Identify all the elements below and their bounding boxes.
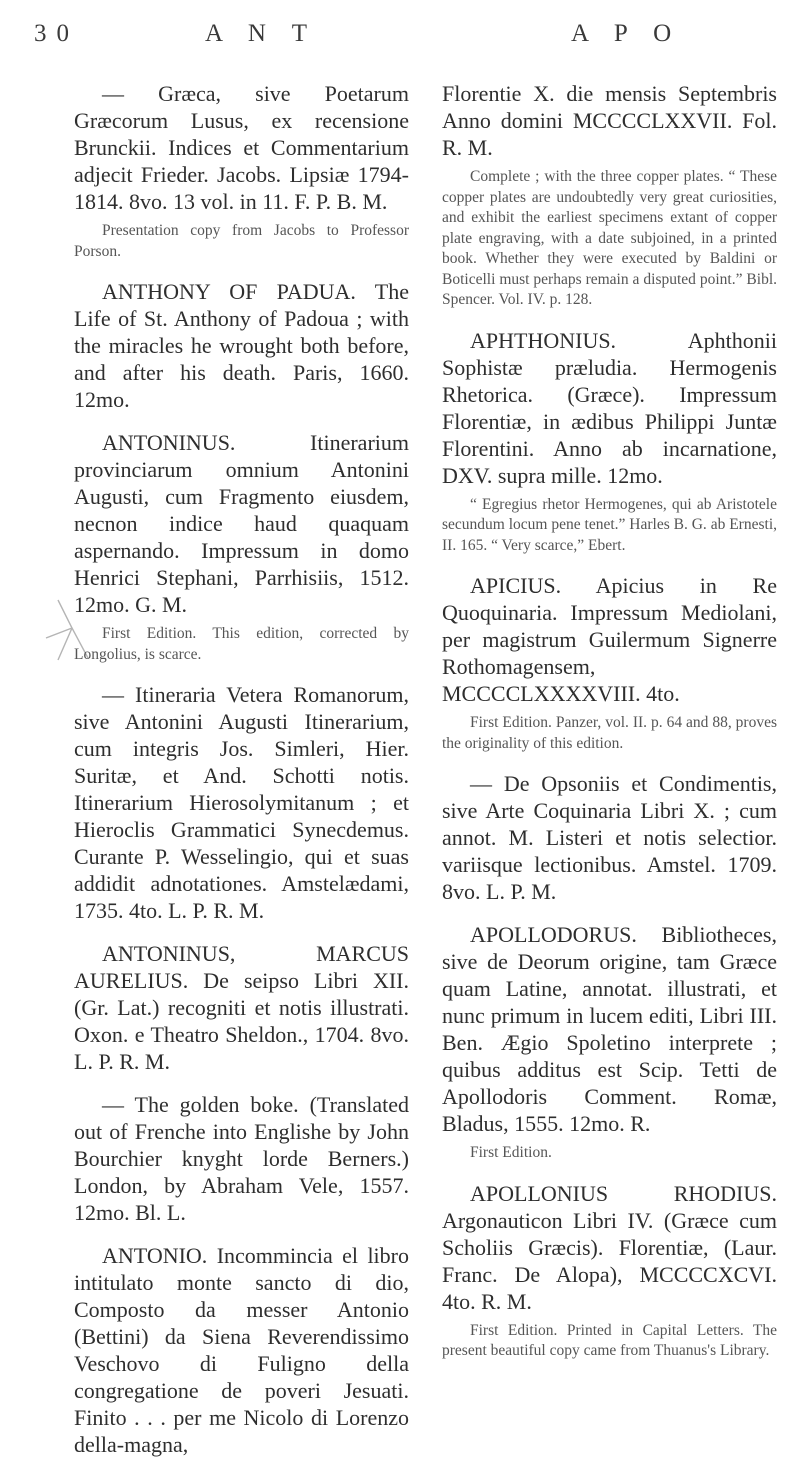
catalogue-entry: — Itineraria Vetera Romanorum, sive Antonini Augusti Itinerarium, cum integris Jos. Simleri, Hier. Suritæ, et And. Schotti notis. Itinerarium Hierosolymitanum ; et Hieroclis Grammatici Synecdemus. Curante P. Wesselingio, qui et suas addidit adnotationes. Amstelædami, 1735. 4to. L. P. R. M. bbox=[74, 682, 409, 923]
catalogue-entry: APOLLODORUS. Bibliotheces, sive de Deorum origine, tam Græce quam Latine, annotat. illustrati, et nunc primum in lucem editi, Libri III. Ben. Ægio Spoletino interprete ; quibus additus est Scip. Tetti de Apollodoris Comment. Romæ, Bladus, 1555. 12mo. R. bbox=[442, 922, 777, 1136]
entry-note: First Edition. bbox=[470, 1144, 552, 1161]
catalogue-entry: ANTONIO. Incommincia el libro intitulato monte sancto di dio, Composto da messer Antonio (Bettini) da Siena Reverendissimo Veschovo di Fuligno della congregatione de poveri Jesuati. Finito . . . per me Nicolo di Lorenzo della-magna, bbox=[74, 1243, 409, 1457]
entry-note: “ Egregius rhetor Hermogenes, qui ab Aristotele secundum locum pene tenet.” Harles B. G. ab Ernesti, II. 165. “ Very scarce,” Ebert. bbox=[442, 495, 777, 554]
header-right-catchword: A P O bbox=[571, 20, 682, 47]
entry-note: Complete ; with the three copper plates. “ These copper plates are undoubtedly very great curiosities, and exhibit the earliest specimens extant of copper plate engraving, with a date subjoined, in a printed book. Whether they were executed by Baldini or Boticelli must perhaps remain a disputed point.” Bibl. Spencer. Vol. IV. p. 128. bbox=[442, 168, 777, 308]
catalogue-entry: — The golden boke. (Translated out of Frenche into Englishe by John Bourchier knyght lorde Berners.) London, by Abraham Vele, 1557. 12mo. Bl. L. bbox=[74, 1092, 409, 1225]
catalogue-entry: APOLLONIUS RHODIUS. Argonauticon Libri IV. (Græce cum Scholiis Græcis). Florentiæ, (Laur. Franc. De Alopa), MCCCCXCVI. 4to. R. M. bbox=[442, 1180, 777, 1314]
page-number: 30 bbox=[34, 20, 79, 47]
catalogue-entry: — Græca, sive Poetarum Græcorum Lusus, ex recensione Brunckii. Indices et Commentarium adjecit Frieder. Jacobs. Lipsiæ 1794-1814. 8vo. 13 vol. in 11. F. P. B. M. bbox=[74, 81, 409, 214]
left-column bbox=[74, 80, 409, 1458]
entry-note: Presentation copy from Jacobs to Professor Porson. bbox=[74, 222, 409, 260]
catalogue-entry: APHTHONIUS. Aphthonii Sophistæ præludia. Hermogenis Rhetorica. (Græce). Impressum Florentiæ, in ædibus Philippi Juntæ Florentini. Anno ab incarnatione, DXV. supra mille. 12mo. bbox=[442, 327, 777, 488]
catalogue-entry: ANTONINUS. Itinerarium provinciarum omnium Antonini Augusti, cum Fragmento eiusdem, necnon indice haud quaquam aspernando. Impressum in domo Henrici Stephani, Parrhisiis, 1512. 12mo. G. M. bbox=[74, 430, 409, 617]
catalogue-entry: ANTHONY OF PADUA. The Life of St. Anthony of Padoua ; with the miracles he wrought both before, and after his death. Paris, 1660. 12mo. bbox=[74, 279, 409, 412]
entry-note: First Edition. Panzer, vol. II. p. 64 and 88, proves the originality of this edition. bbox=[442, 714, 777, 752]
running-header bbox=[0, 20, 800, 60]
catalogue-entry: — De Opsoniis et Condimentis, sive Arte Coquinaria Libri X. ; cum annot. M. Listeri et notis selectior. variisque lectionibus. Amstel. 1709. 8vo. L. P. M. bbox=[442, 771, 777, 904]
catalogue-entry: ANTONINUS, MARCUS AURELIUS. De seipso Libri XII. (Gr. Lat.) recogniti et notis illustrati. Oxon. e Theatro Sheldon., 1704. 8vo. L. P. R. M. bbox=[74, 941, 409, 1074]
right-column bbox=[442, 80, 777, 1362]
catalogue-entry: APICIUS. Apicius in Re Quoquinaria. Impressum Mediolani, per magistrum Guilermum Signerre Rothomagensem, MCCCCLXXXXVIII. 4to. bbox=[442, 573, 777, 706]
header-left-catchword: A N T bbox=[205, 20, 318, 47]
entry-note: First Edition. Printed in Capital Letters. The present beautiful copy came from Thuanus's Library. bbox=[442, 1321, 777, 1359]
catalogue-entry-continued: Florentie X. die mensis Septembris Anno domini MCCCCLXXVII. Fol. R. M. bbox=[442, 81, 777, 160]
entry-note: First Edition. This edition, corrected by Longolius, is scarce. bbox=[74, 625, 409, 663]
